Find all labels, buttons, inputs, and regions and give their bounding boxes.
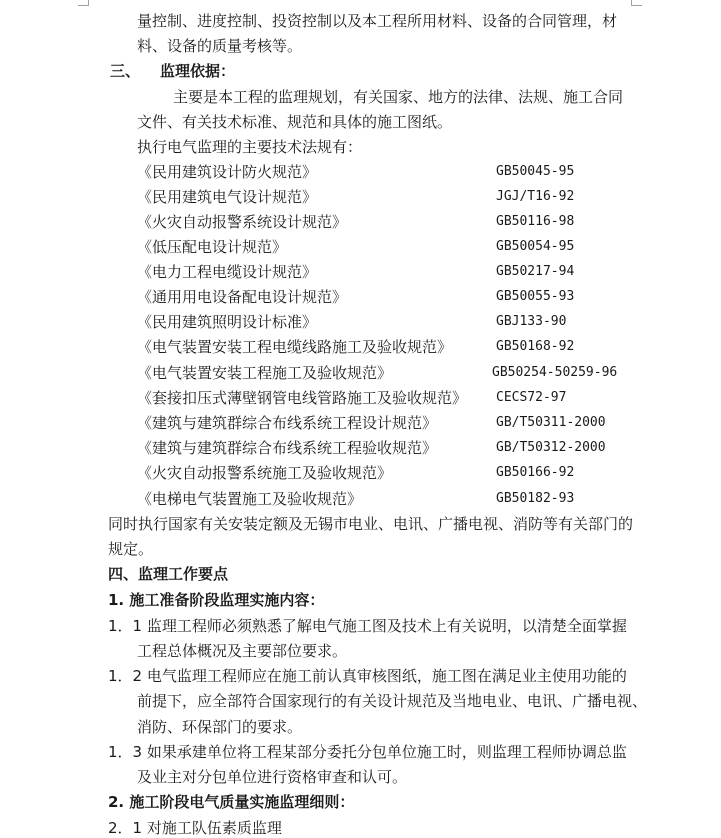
paragraph-line: 1．2 电气监理工程师应在施工前认真审核图纸，施工图在满足业主使用功能的 (108, 667, 627, 685)
paragraph-line: 1．1 监理工程师必须熟悉了解电气施工图及技术上有关说明，以清楚全面掌握 (108, 617, 627, 635)
regulation-row (137, 187, 617, 207)
paragraph-line: 及业主对分包单位进行资格审查和认可。 (137, 768, 408, 786)
regulation-code: GB50045-95 (496, 164, 575, 179)
regulation-name: 《民用建筑设计防火规范》 (137, 163, 318, 181)
regulation-code: GB50182-93 (496, 491, 575, 506)
regulation-code: JGJ/T16-92 (496, 189, 575, 204)
paragraph-line: 前提下，应全部符合国家现行的有关设计规范及当地电业、电讯、广播电视、 (137, 692, 648, 710)
regulation-code: GB50217-94 (496, 264, 575, 279)
heading-2: 2. 施工阶段电气质量实施监理细则： (108, 793, 355, 811)
regulation-row (137, 312, 617, 332)
regulation-name: 《建筑与建筑群综合布线系统工程设计规范》 (137, 414, 438, 432)
regulation-row (137, 463, 617, 483)
paragraph-line: 文件、有关技术标准、规范和具体的施工图纸。 (137, 113, 453, 131)
regulation-code: GB50166-92 (496, 465, 575, 480)
regulation-row (137, 388, 617, 408)
page-corner-mark-left-h (78, 5, 89, 6)
paragraph-line: 工程总体概况及主要部位要求。 (137, 642, 348, 660)
section-4-title: 四、监理工作要点 (108, 565, 229, 583)
regulation-code: GB50116-98 (496, 214, 575, 229)
regulation-name: 《建筑与建筑群综合布线系统工程验收规范》 (137, 439, 438, 457)
heading-1: 1. 施工准备阶段监理实施内容： (108, 591, 325, 609)
regulation-row (137, 287, 617, 307)
paragraph-line: 1．3 如果承建单位将工程某部分委托分包单位施工时，则监理工程师协调总监 (108, 743, 627, 761)
regulation-code: GB50055-93 (496, 289, 575, 304)
paragraph-line: 量控制、进度控制、投资控制以及本工程所用材料、设备的合同管理，材 (137, 12, 618, 30)
regulation-code: GB50054-95 (496, 239, 575, 254)
regulation-name: 《电气装置安装工程施工及验收规范》 (137, 364, 393, 382)
regulation-code: CECS72-97 (496, 390, 567, 405)
paragraph-line: 规定。 (108, 540, 154, 558)
regulation-code: GBJ133-90 (496, 314, 567, 329)
section-3-number: 三、 (110, 62, 141, 80)
regulation-name: 《电力工程电缆设计规范》 (137, 263, 318, 281)
regulation-code: GB50254-50259-96 (492, 365, 618, 380)
regulation-row (137, 363, 617, 383)
paragraph-line: 同时执行国家有关安装定额及无锡市电业、电讯、广播电视、消防等有关部门的 (108, 515, 634, 533)
regulation-code: GB/T50312-2000 (496, 440, 606, 455)
regulation-row (137, 489, 617, 509)
regulation-row (137, 212, 617, 232)
regulation-row (137, 438, 617, 458)
regulation-row (137, 262, 617, 282)
regulation-name: 《火灾自动报警系统设计规范》 (137, 213, 348, 231)
regulation-name: 《通用用电设备配电设计规范》 (137, 288, 348, 306)
regulation-code: GB/T50311-2000 (496, 415, 606, 430)
section-3-title: 监理依据： (160, 62, 236, 80)
paragraph-line: 执行电气监理的主要技术法规有： (137, 138, 363, 156)
regulation-name: 《民用建筑照明设计标准》 (137, 313, 318, 331)
regulation-row (137, 413, 617, 433)
paragraph-line: 料、设备的质量考核等。 (137, 37, 303, 55)
regulation-name: 《套接扣压式薄壁钢管电线管路施工及验收规范》 (137, 389, 468, 407)
regulation-row (137, 237, 617, 257)
regulation-code: GB50168-92 (496, 339, 575, 354)
regulation-row (137, 337, 617, 357)
regulation-name: 《民用建筑电气设计规范》 (137, 188, 318, 206)
regulation-name: 《电梯电气装置施工及验收规范》 (137, 490, 363, 508)
page-corner-mark-right-h (631, 5, 642, 6)
paragraph-line: 2．1 对施工队伍素质监理 (108, 819, 282, 837)
regulation-name: 《电气装置安装工程电缆线路施工及验收规范》 (137, 338, 453, 356)
paragraph-line: 主要是本工程的监理规划，有关国家、地方的法律、法规、施工合同 (173, 88, 624, 106)
regulation-row (137, 162, 617, 182)
paragraph-line: 消防、环保部门的要求。 (137, 718, 303, 736)
regulation-name: 《火灾自动报警系统施工及验收规范》 (137, 464, 393, 482)
regulation-name: 《低压配电设计规范》 (137, 238, 288, 256)
